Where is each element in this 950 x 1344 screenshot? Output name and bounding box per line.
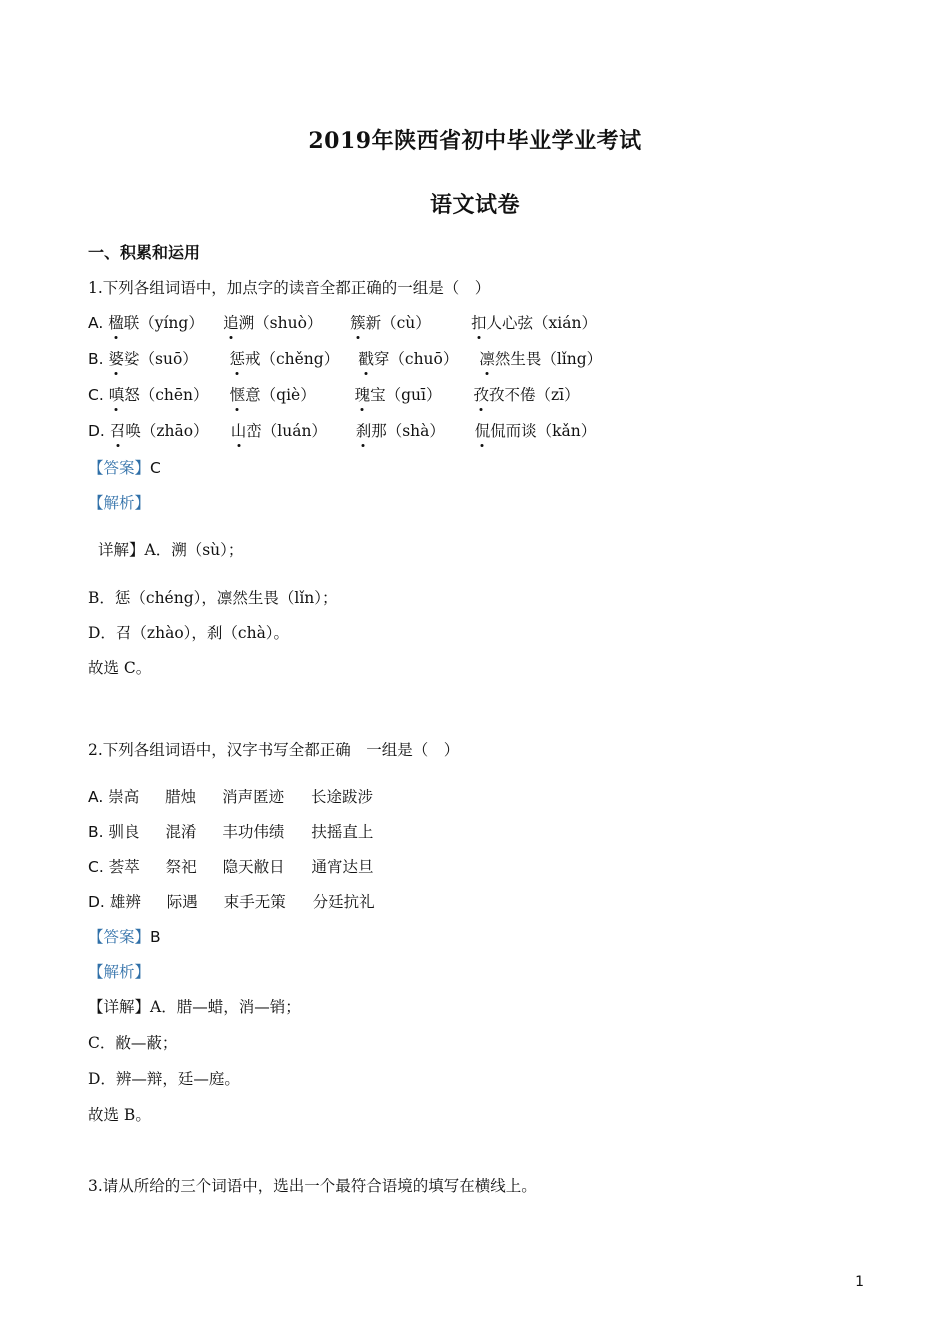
option-item: 簇新（cù） — [350, 314, 431, 332]
question-2-stem: 2.下列各组词语中，汉字书写全都正确 一组是（ ） — [88, 741, 460, 759]
option-item: 际遇 — [166, 893, 198, 911]
option-item: 追溯（shuò） — [223, 314, 323, 332]
option-item: 消声匿迹 — [222, 788, 285, 806]
option-item: 扣人心弦（xián） — [471, 314, 597, 332]
question-2-analysis-tag: 【解析】 — [88, 963, 151, 981]
option-item: 雄辨 — [109, 893, 141, 911]
question-2-detail-1: 【详解】A．腊—蜡，消—销； — [88, 998, 301, 1016]
option-item: 扶摇直上 — [311, 823, 374, 841]
option-item: 荟萃 — [108, 858, 140, 876]
question-1-option-a — [88, 312, 597, 334]
question-1-option-b — [88, 348, 602, 370]
option-letter: D. — [88, 422, 105, 440]
answer-tag: 【答案】 — [88, 928, 151, 946]
question-1-detail-2: B．惩（chéng），凛然生畏（lǐn）； — [88, 589, 338, 607]
answer-value: C — [150, 459, 161, 477]
option-item: 楹联（yíng） — [108, 314, 204, 332]
question-2-answer — [88, 926, 161, 948]
question-1-detail-3: D．召（zhào），刹（chà）。 — [88, 624, 290, 642]
option-item: 惩戒（chěng） — [229, 350, 340, 368]
option-item: 侃侃而谈（kǎn） — [474, 422, 597, 440]
option-letter: B. — [88, 350, 104, 368]
question-1-analysis-tag: 【解析】 — [88, 494, 151, 512]
option-letter: C. — [88, 386, 104, 404]
option-item: 丰功伟绩 — [222, 823, 285, 841]
option-letter: D. — [88, 893, 105, 911]
page-number: 1 — [855, 1274, 864, 1290]
option-item: 驯良 — [108, 823, 140, 841]
option-item: 刹那（shà） — [355, 422, 445, 440]
question-1-conclusion: 故选 C。 — [88, 659, 152, 677]
question-2-detail-2: C．敝—蔽； — [88, 1034, 178, 1052]
option-item: 山峦（luán） — [230, 422, 327, 440]
option-item: 分廷抗礼 — [312, 893, 375, 911]
option-item: 长途跋涉 — [311, 788, 374, 806]
question-1-option-c — [88, 384, 580, 406]
answer-tag: 【答案】 — [88, 459, 151, 477]
question-2-option-b — [88, 821, 373, 843]
question-2-option-d — [88, 891, 375, 913]
option-item: 混淆 — [165, 823, 197, 841]
question-1-stem: 1.下列各组词语中，加点字的读音全都正确的一组是（ ） — [88, 279, 491, 297]
option-item: 瑰宝（guī） — [354, 386, 442, 404]
option-item: 婆娑（suō） — [108, 350, 198, 368]
option-letter: A. — [88, 788, 104, 806]
question-2-option-c — [88, 856, 374, 878]
question-2-option-a — [88, 786, 373, 808]
question-2-detail-3: D．辨—辩，廷—庭。 — [88, 1070, 240, 1088]
option-item: 腊烛 — [165, 788, 197, 806]
option-letter: A. — [88, 314, 104, 332]
question-2-conclusion: 故选 B。 — [88, 1106, 151, 1124]
document-subtitle: 语文试卷 — [429, 192, 520, 218]
option-item: 孜孜不倦（zī） — [473, 386, 580, 404]
option-item: 嗔怒（chēn） — [108, 386, 209, 404]
option-item: 束手无策 — [223, 893, 286, 911]
option-item: 戳穿（chuō） — [358, 350, 459, 368]
question-1-option-d — [88, 420, 596, 442]
question-1-answer — [88, 457, 161, 479]
option-letter: B. — [88, 823, 104, 841]
option-item: 召唤（zhāo） — [109, 422, 209, 440]
option-item: 凛然生畏（lǐng） — [479, 350, 603, 368]
answer-value: B — [150, 928, 161, 946]
question-1-detail-1: 详解】A．溯（sù）； — [98, 541, 244, 559]
option-item: 祭祀 — [165, 858, 197, 876]
option-item: 惬意（qiè） — [229, 386, 316, 404]
option-item: 通宵达旦 — [311, 858, 374, 876]
section-heading: 一、积累和运用 — [88, 243, 201, 262]
document-title: 2019年陕西省初中毕业学业考试 — [308, 128, 642, 154]
option-item: 隐天敝日 — [222, 858, 285, 876]
option-letter: C. — [88, 858, 104, 876]
question-3-stem: 3.请从所给的三个词语中，选出一个最符合语境的填写在横线上。 — [88, 1177, 537, 1195]
option-item: 崇高 — [108, 788, 140, 806]
